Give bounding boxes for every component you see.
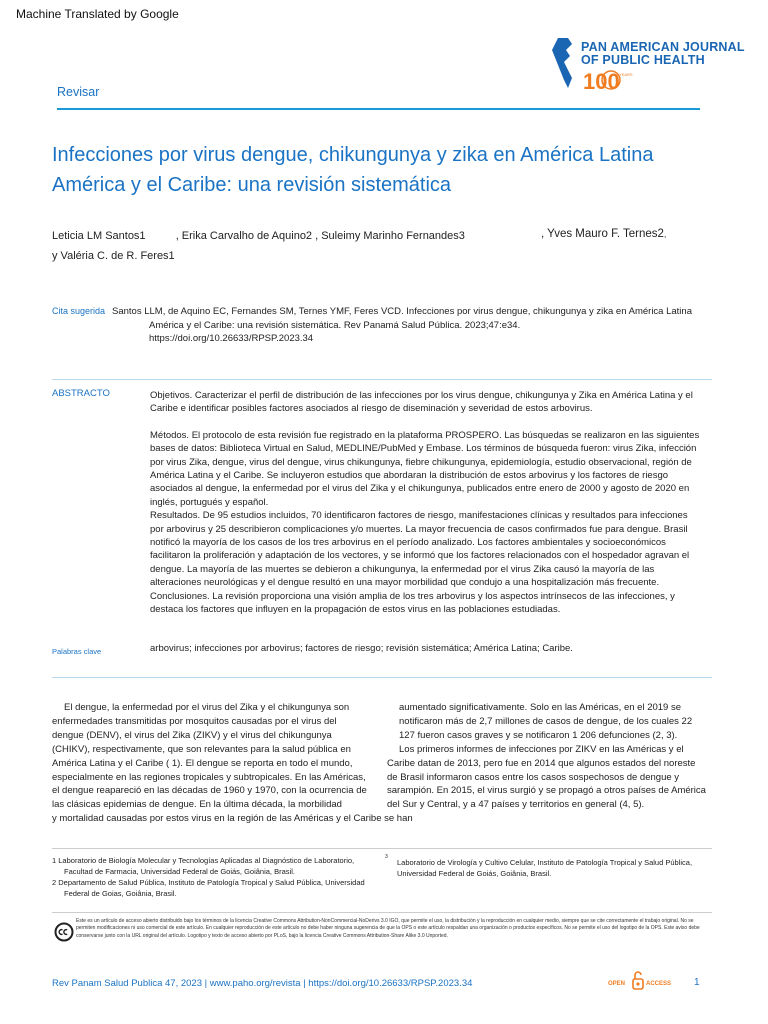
section-label: Revisar [57,85,100,99]
abstract-label: ABSTRACTO [52,388,110,399]
author-aquino-fernandes: , Erika Carvalho de Aquino2 , Suleimy Marinho Fernandes3 [175,230,465,242]
footer-citation[interactable]: Rev Panam Salud Publica 47, 2023 | www.paho.org/revista | https://doi.org/10.26633/RPSP.2023.34 [52,978,473,989]
citation-doi[interactable]: https://doi.org/10.26633/RPSP.2023.34 [149,333,314,344]
keywords-label: Palabras clave [52,647,102,656]
license-divider [52,912,712,913]
abstract-objetivos: Objetivos. Caracterizar el perfil de distribución de las infecciones por los virus dengue, chikungunya y Zika en América Latina y el Caribe e identificar posibles factores asociados al riesgo de diseminación y severidad de estos arbovirus. [150,390,693,415]
author-ternes-tail: , [663,230,667,239]
footnote-3-number: 3 [385,854,388,860]
machine-translated-label: Machine Translated by Google [16,7,179,21]
author-ternes-wrap [541,228,666,240]
abstract-bottom-divider [52,677,712,678]
header-divider [57,108,700,110]
author-ternes: , Yves Mauro F. Ternes2 [541,228,664,240]
citation-line-2: América y el Caribe: una revisión sistemática. Rev Panamá Salud Pública. 2023;47:e34. [149,319,521,331]
journal-name-line1: PAN AMERICAN JOURNAL [581,40,745,54]
creative-commons-icon [54,922,74,942]
body-column-left [52,701,413,826]
body-paragraph: Los primeros informes de infecciones por ZIKV en las Américas y el Caribe datan de 2013, pero fue en 2014 que algunos estados del noreste de Brasil informaron casos entre los casos sospechosos de dengue y sarampión. En 2015, el virus surgió y se propagó a otros países de América del Sur y Central, y a 47 países y territorios en general (4, 5). [387,743,706,811]
author-santos: Leticia LM Santos1 [52,230,146,242]
citation-text [112,305,712,346]
footnotes-left [52,855,372,899]
abstract-top-divider [52,379,712,380]
journal-badge-sub: YEARS [619,72,633,77]
abstract-body [150,389,703,617]
footnote-2: 2 Departamento de Salud Pública, Instituto de Patología Tropical y Salud Pública, Universidad Federal de Goias, Goiânia, Brasil. [52,878,365,898]
body-paragraph: aumentado significativamente. Solo en las Américas, en el 2019 se notificaron más de 2,7 millones de casos de dengue, de los cuales 22 127 fueron casos graves y se notificaron 1 206 defunciones (2, 3). [399,702,693,741]
keywords-text: arbovirus; infecciones por arbovirus; factores de riesgo; revisión sistemática; América Latina; Caribe. [150,643,573,654]
open-access-logo [608,968,672,992]
citation-line-1: Santos LLM, de Aquino EC, Fernandes SM, Ternes YMF, Feres VCD. Infecciones por virus dengue, chikungunya y zika en América Latina [112,306,692,317]
body-paragraph: El dengue, la enfermedad por el virus del Zika y el chikungunya son enfermedades transmitidas por mosquitos causadas por el virus del dengue (DENV), el virus del Zika (ZIKV) y el virus del chikungunya (CHIKV), respectivamente, que son relevantes para la salud pública en América Latina y el Caribe ( 1). El dengue se reporta en todo el mundo, especialmente en las regiones tropicales y subtropicales. En las Américas, el dengue reapareció en las décadas de 1960 y 1970, con la ocurrencia de las clásicas epidemias de dengue. En la última década, la morbilidad [52,702,367,811]
footnote-1: 1 Laboratorio de Biología Molecular y Tecnologías Aplicadas al Diagnóstico de Laboratorio, Facultad de Farmacia, Universidad Federal de Goiás, Goiânia, Brasil. [52,856,355,876]
footnote-3: Laboratorio de Virología y Cultivo Celular, Instituto de Patología Tropical y Salud Pública, Universidad Federal de Goiás, Goiânia, Brasil. [397,858,693,878]
body-column-right [387,701,707,812]
citation-label: Cita sugerida [52,306,106,316]
open-access-left: OPEN [608,981,626,987]
author-feres: y Valéria C. de R. Feres1 [52,250,175,262]
journal-badge: 100 [583,69,620,92]
footnotes-right [385,852,705,879]
abstract-conclusiones: Conclusiones. La revisión proporciona una visión amplia de los tres arbovirus y los aspectos intrínsecos de las infecciones, y destaca los factores que influyen en la propagación de estos virus en las poblaciones estudiadas. [150,590,675,616]
open-access-right: ACCESS [646,981,672,987]
license-text: Este es un artículo de acceso abierto distribuido bajo los términos de la licencia Creative Commons Attribution-NonCommercial-NoDerivs 3.0 IGO, que permite el uso, la distribución y la reproducción en cualquier medio, siempre que se cite correctamente el trabajo original. No se permiten modificaciones ni uso comercial de este artículo. En cualquier reproducción de este artículo no debe haber ninguna sugerencia de que la OPS o este artículo respaldan una organización o productos específicos. No se permite el uso del logotipo de la OPS. Este aviso debe conservarse junto con la URL original del artículo. Logotipo y texto de acceso abierto por PLoS, bajo la licencia Creative Commons Attribution-Share Alike 3.0 Unported. [76,918,700,939]
authors-line-1 [52,230,465,242]
journal-name-line2: OF PUBLIC HEALTH [581,53,705,67]
abstract-metodos: Métodos. El protocolo de esta revisión fue registrado en la plataforma PROSPERO. Las búsquedas se realizaron en las siguientes bases de datos: Biblioteca Virtual en Salud, MEDLINE/PubMed y Embase. Los términos de búsqueda fueron: virus Zika, infección por virus Zika, dengue, virus del dengue, virus chikungunya, fiebre chikungunya, epidemiología, estudio observacional, región de América Latina y el Caribe. Se incluyeron estudios que abordaran la distribución de estos arbovirus y los factores de riesgo asociados al dengue, la enfermedad por el virus del Zika y el chikungunya, publicados entre enero de 2000 y agosto de 2020 en inglés, portugués y español. [150,429,700,508]
footnote-divider [52,848,712,849]
article-title: Infecciones por virus dengue, chikungunya y zika en América Latina América y el Caribe: una revisión sistemática [52,144,654,196]
body-paragraph-continued: y mortalidad causadas por estos virus en la región de las Américas y el Caribe se han [52,813,413,825]
page-number: 1 [694,977,700,988]
journal-name [581,41,745,67]
abstract-resultados: Resultados. De 95 estudios incluidos, 70 identificaron factores de riesgo, manifestaciones clínicas y resultados para infecciones por arbovirus y 25 describieron complicaciones y/o muertes. La mayor frecuencia de casos confirmados fue para dengue. Brasil notificó la mayoría de los casos de los tres arbovirus en el período analizado. Los factores ambientales y socioeconómicos facilitaron la proliferación y adaptación de los vectores, y se informó que los factores relacionados con el hospedador agravan el dengue. La mayoría de las muertes se debieron a chikungunya, la enfermedad por el virus Zika causó la mayoría de las alteraciones neurológicas y el dengue resultó en una mayor morbilidad que condujo a una hospitalización más frecuente. [150,510,690,589]
americas-map-icon [552,38,572,88]
